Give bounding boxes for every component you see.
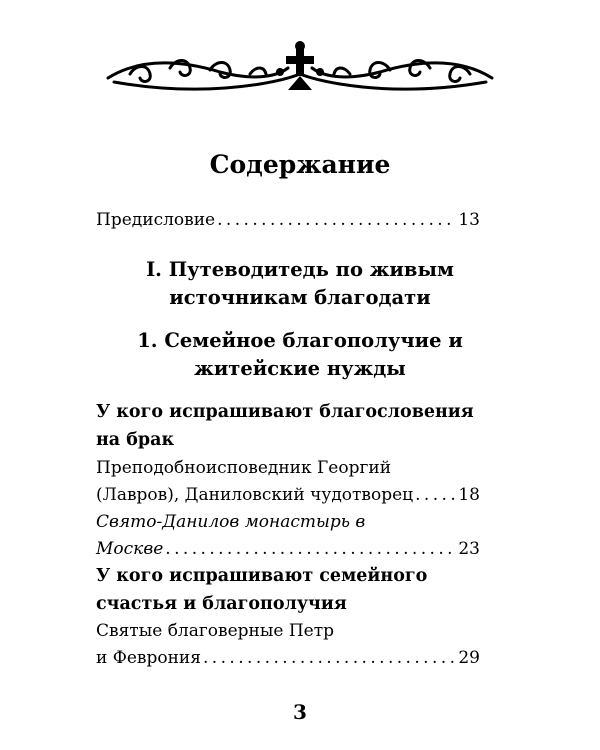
toc-entry-line: Свято-Данилов монастырь в [96,512,366,532]
toc-entry-georgy[interactable] [96,485,480,505]
toc-entry-page: 18 [458,485,480,505]
topic-heading-line: У кого испрашивают семейного [96,566,428,586]
part-heading [0,256,600,312]
toc-entry-label: Москве [96,539,164,559]
dot-leader [165,539,456,559]
toc-entry-preface[interactable] [96,210,480,230]
toc-entry-page: 29 [458,648,480,668]
chapter-heading-line: житейские нужды [194,357,406,380]
toc-entry-label: и Феврония [96,648,201,668]
toc-entry-monastery[interactable] [96,539,480,559]
page-number: 3 [293,700,307,724]
part-heading-line: I. Путеводитедь по живым [146,258,454,281]
toc-entry-label: (Лавров), Даниловский чудотворец [96,485,414,505]
header-ornament [100,38,500,100]
toc-entry-peter-fevronia[interactable] [96,648,480,668]
part-heading-line: источникам благодати [169,286,431,309]
toc-entry-page: 23 [458,539,480,559]
page-title: Содержание [209,150,391,179]
dot-leader [415,485,456,505]
toc-entry-line: Святые благоверные Петр [96,621,335,641]
toc-entry-page: 13 [458,210,480,230]
toc-entry-line: Преподобноисповедник Георгий [96,458,392,478]
dot-leader [203,648,456,668]
topic-heading-line: счастья и благополучия [96,594,347,614]
topic-heading-line: на брак [96,430,175,450]
toc-entry-label: Предисловие [96,210,216,230]
dot-leader [217,210,456,230]
chapter-heading-line: 1. Семейное благополучие и [137,329,463,352]
chapter-heading [0,327,600,383]
topic-heading-line: У кого испрашивают благословения [96,402,474,422]
